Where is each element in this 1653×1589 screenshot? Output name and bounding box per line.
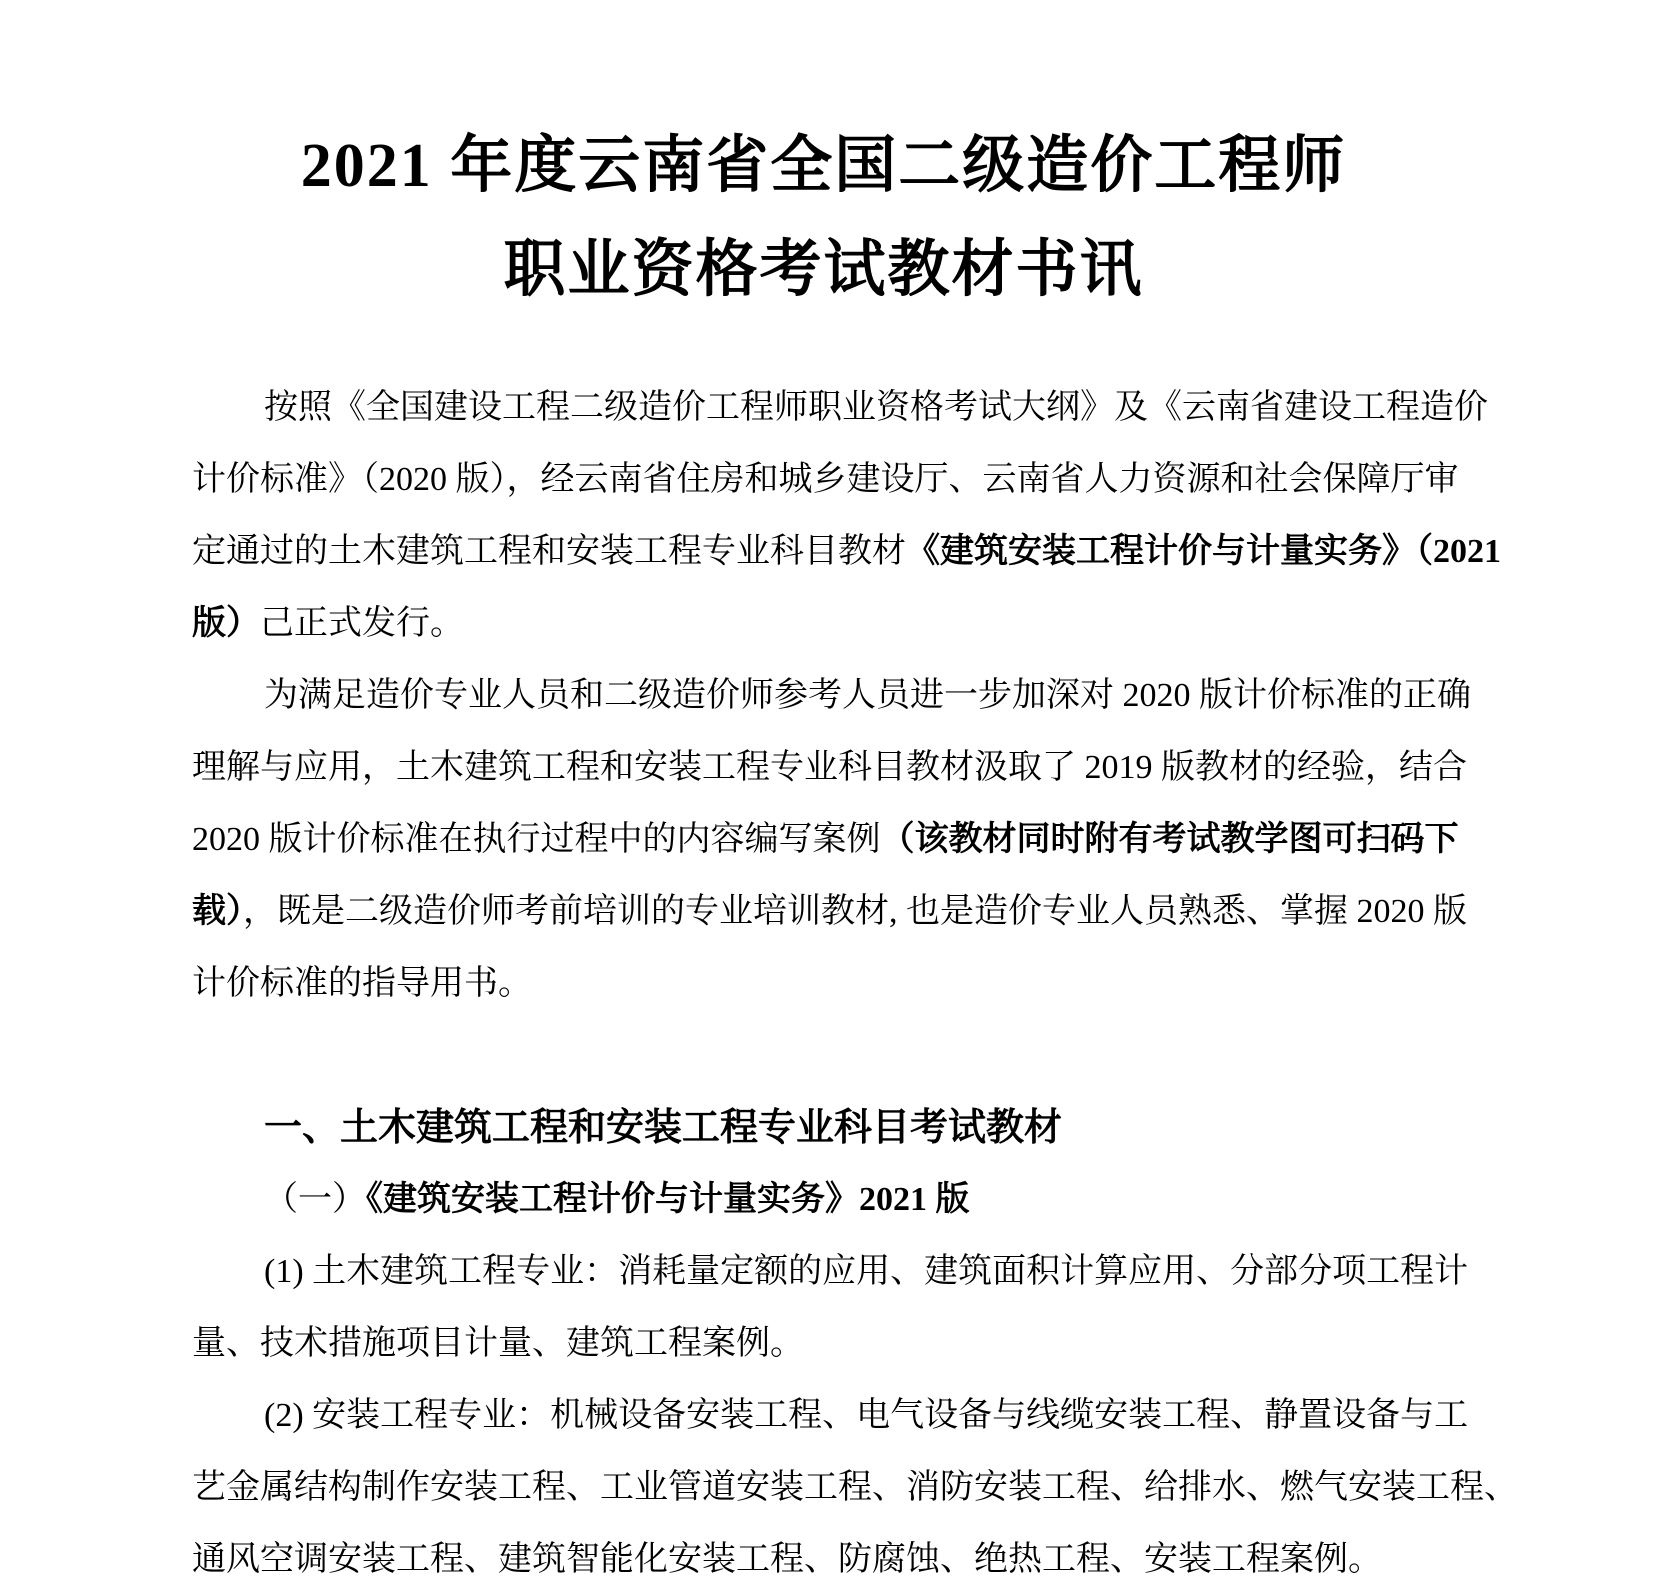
subheading-book-title: 《建筑安装工程计价与计量实务》2021 版 [366, 1181, 970, 1218]
document-content [192, 372, 1518, 1589]
intro-line-2: 计价标准》（2020 版），经云南省住房和城乡建设厅、云南省人力资源和社会保障厅审 [192, 461, 1459, 498]
item2-line-3: 通风空调安装工程、建筑智能化安装工程、防腐蚀、绝热工程、安装工程案例。 [192, 1541, 1382, 1578]
book-title-bold-run: 版） [192, 605, 260, 642]
text-run: 己正式发行。 [260, 605, 464, 642]
item1-line-2: 量、技术措施项目计量、建筑工程案例。 [192, 1325, 804, 1362]
document-title [192, 114, 1455, 322]
body-line-5: 计价标准的指导用书。 [192, 965, 532, 1002]
item2-line-2: 艺金属结构制作安装工程、工业管道安装工程、消防安装工程、给排水、燃气安装工程、 [192, 1469, 1518, 1506]
subheading-number: （一） [264, 1181, 366, 1218]
text-run: 定通过的土木建筑工程和安装工程专业科目教材 [192, 533, 906, 570]
body-line-1: 为满足造价专业人员和二级造价师参考人员进一步加深对 2020 版计价标准的正确 [264, 677, 1471, 714]
text-run: ，既是二级造价师考前培训的专业培训教材, 也是造价专业人员熟悉、掌握 2020 版 [243, 893, 1467, 930]
body-line-4 [192, 876, 1467, 948]
intro-line-3 [192, 516, 1501, 588]
intro-line-4 [192, 588, 1455, 660]
title-line-1: 2021 年度云南省全国二级造价工程师 [300, 132, 1347, 200]
intro-line-1: 按照《全国建设工程二级造价工程师职业资格考试大纲》及《云南省建设工程造价 [264, 389, 1488, 426]
title-line-2: 职业资格考试教材书讯 [503, 236, 1144, 304]
item2-line-1: (2) 安装工程专业：机械设备安装工程、电气设备与线缆安装工程、静置设备与工 [264, 1397, 1469, 1434]
item1-line-1: (1) 土木建筑工程专业：消耗量定额的应用、建筑面积计算应用、分部分项工程计 [264, 1253, 1469, 1290]
book-title-bold-run: 《建筑安装工程计价与计量实务》（2021 [906, 533, 1501, 570]
note-bold-run: （该教材同时附有考试教学图可扫码下 [880, 821, 1459, 858]
note-bold-run: 载） [192, 893, 243, 930]
section-subheading [192, 1164, 1455, 1236]
body-line-3 [192, 804, 1459, 876]
body-line-2: 理解与应用，土木建筑工程和安装工程专业科目教材汲取了 2019 版教材的经验，结合 [192, 749, 1467, 786]
section-heading: 一、土木建筑工程和安装工程专业科目考试教材 [264, 1107, 1063, 1149]
text-run: 2020 版计价标准在执行过程中的内容编写案例 [192, 821, 881, 858]
